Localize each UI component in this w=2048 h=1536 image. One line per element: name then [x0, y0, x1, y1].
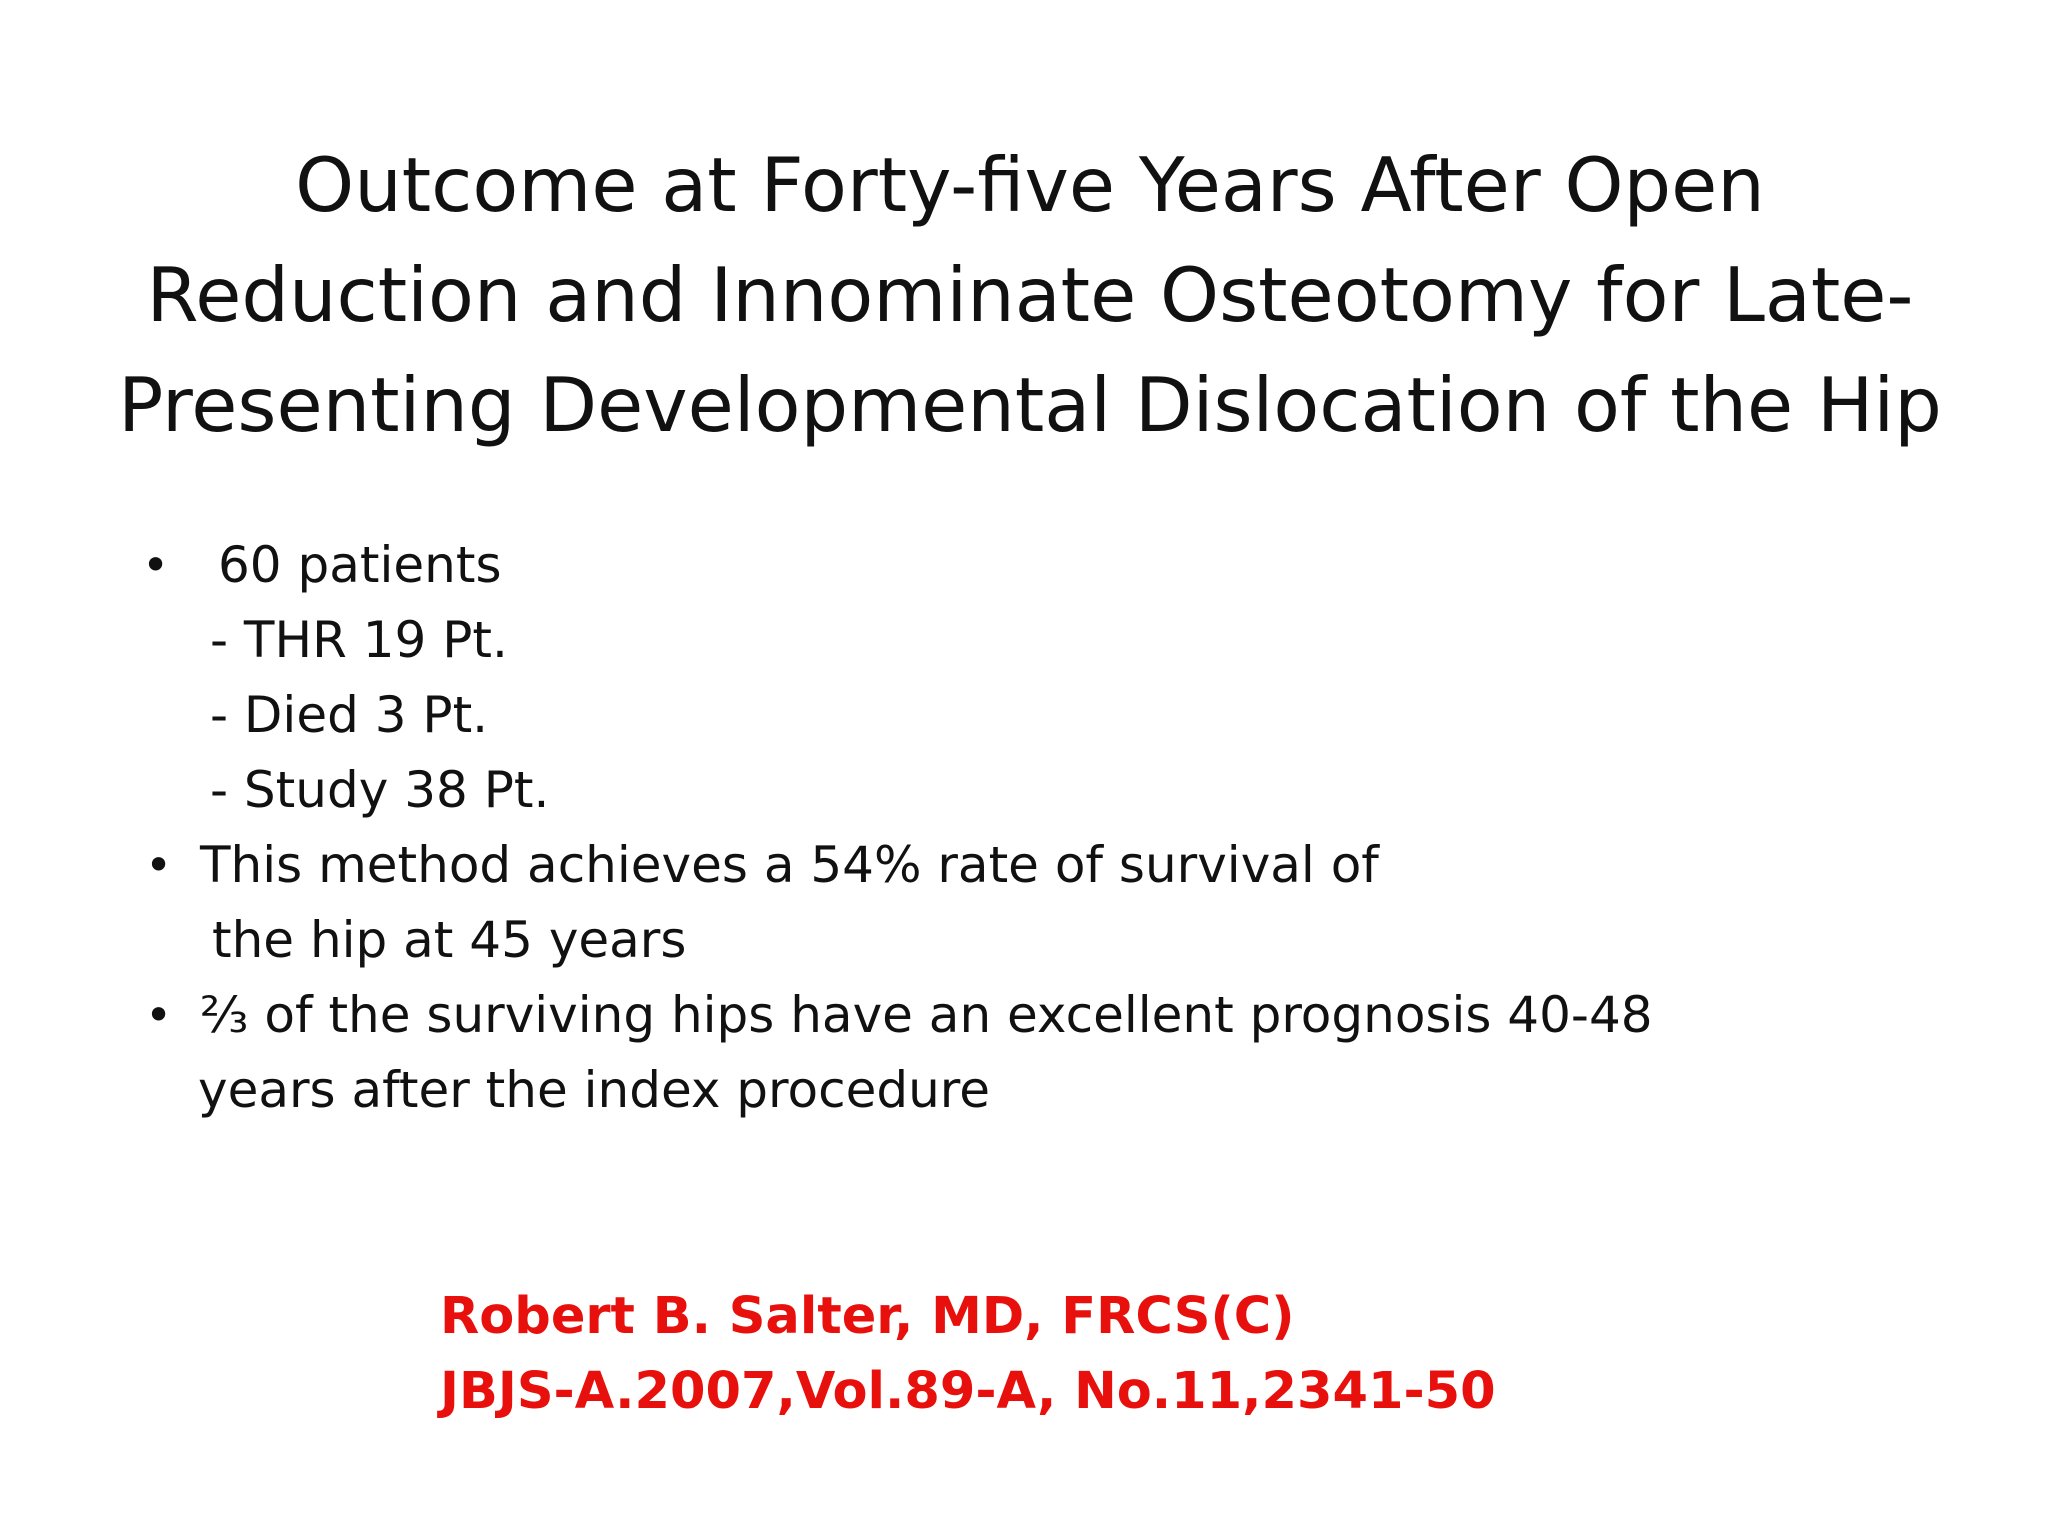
bullet-1-text: 60 patients	[218, 536, 502, 594]
bullet-1-subitem-1: - THR 19 Pt.	[210, 611, 508, 669]
bullet-marker-1: •	[142, 538, 170, 592]
bullet-2-line-2: the hip at 45 years	[212, 911, 687, 969]
bullet-1-subitem-2: - Died 3 Pt.	[210, 686, 489, 744]
bullet-2-line-1: This method achieves a 54% rate of survival of	[200, 836, 1379, 894]
bullet-marker-2: •	[145, 838, 173, 892]
citation-reference: JBJS-A.2007,Vol.89-A, No.11,2341-50	[440, 1362, 1496, 1421]
slide-title-line-3: Presenting Developmental Dislocation of the Hip	[118, 361, 1942, 449]
bullet-1-subitem-3: - Study 38 Pt.	[210, 761, 550, 819]
slide-title	[110, 130, 1950, 460]
slide-title-line-1: Outcome at Forty-five Years After Open	[295, 141, 1765, 229]
citation-author: Robert B. Salter, MD, FRCS(C)	[440, 1287, 1295, 1346]
bullet-3-line-2: years after the index procedure	[198, 1061, 990, 1119]
slide-title-line-2: Reduction and Innominate Osteotomy for Late-	[146, 251, 1914, 339]
bullet-marker-3: •	[145, 988, 173, 1042]
bullet-3-line-1: ⅔ of the surviving hips have an excellent prognosis 40-48	[200, 986, 1653, 1044]
